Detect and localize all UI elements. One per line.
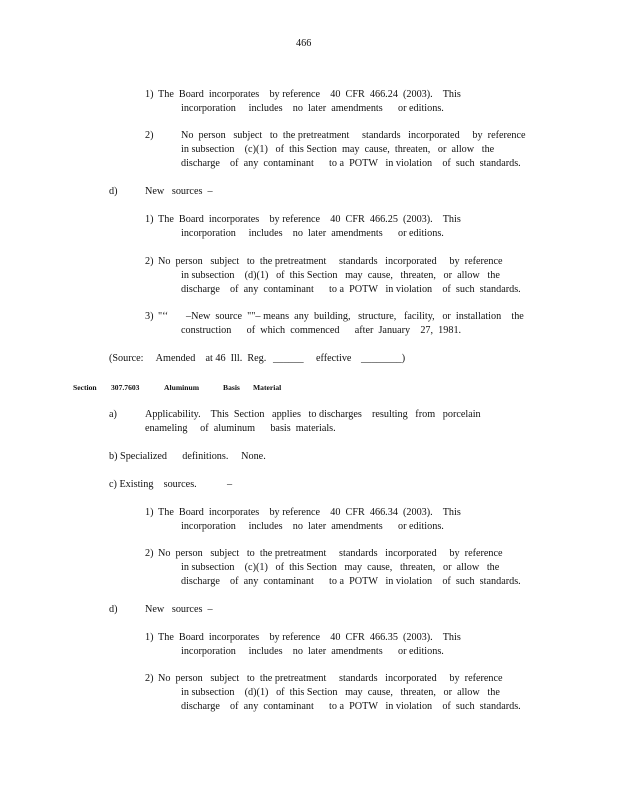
source-blank-1: ______ <box>273 353 304 364</box>
item-marker: 2) <box>145 256 154 267</box>
item-marker: 3) <box>145 311 154 322</box>
item-marker: 1) <box>145 214 154 225</box>
item-marker: 1) <box>145 507 154 518</box>
item-line: No person subject to the pretreatment standards incorporated by reference <box>181 130 526 141</box>
item-line: discharge of any contaminant to a POTW in violation of such standards. <box>181 284 521 295</box>
existing-sources: c) Existing sources. <box>109 479 197 490</box>
item-line: in subsection (d)(1) of this Section may cause, threaten, or allow the <box>181 270 500 281</box>
item-line: discharge of any contaminant to a POTW in violation of such standards. <box>181 701 521 712</box>
item-line: construction of which commenced after January 27, 1981. <box>181 325 462 336</box>
existing-sources-dash: – <box>227 479 233 490</box>
item-marker: 2) <box>145 130 154 141</box>
item-line: –New source ""– means any building, structure, facility, or installation the <box>186 311 524 322</box>
subsection-label: a) <box>109 409 117 420</box>
item-prefix: "‘‘ <box>158 311 169 322</box>
item-line: The Board incorporates by reference 40 CFR 466.34 (2003). This <box>158 507 461 518</box>
item-line: No person subject to the pretreatment standards incorporated by reference <box>158 256 503 267</box>
page-number: 466 <box>296 38 312 49</box>
applicability-line: Applicability. This Section applies to discharges resulting from porcelain <box>145 409 481 420</box>
subsection-title: New sources – <box>145 604 213 615</box>
item-line: discharge of any contaminant to a POTW in violation of such standards. <box>181 576 521 587</box>
source-note: (Source: Amended at 46 Ill. Reg. <box>109 353 267 364</box>
section-label: Section <box>73 383 97 392</box>
section-title-word: Aluminum <box>164 383 200 392</box>
source-blank-2: ________) <box>361 353 406 364</box>
subsection-title: New sources – <box>145 186 213 197</box>
section-title-word: Material <box>253 383 282 392</box>
subsection-label: d) <box>109 604 118 615</box>
section-number: 307.7603 <box>111 383 140 392</box>
item-marker: 1) <box>145 89 154 100</box>
item-line: incorporation includes no later amendments or editions. <box>181 228 444 239</box>
item-line: The Board incorporates by reference 40 CFR 466.25 (2003). This <box>158 214 461 225</box>
item-line: incorporation includes no later amendments or editions. <box>181 521 444 532</box>
item-line: in subsection (c)(1) of this Section may cause, threaten, or allow the <box>181 562 500 573</box>
subsection-label: d) <box>109 186 118 197</box>
item-marker: 1) <box>145 632 154 643</box>
item-line: The Board incorporates by reference 40 CFR 466.35 (2003). This <box>158 632 461 643</box>
item-line: in subsection (c)(1) of this Section may cause, threaten, or allow the <box>181 144 495 155</box>
item-line: incorporation includes no later amendments or editions. <box>181 646 444 657</box>
section-title-word: Basis <box>223 383 240 392</box>
item-marker: 2) <box>145 548 154 559</box>
item-line: discharge of any contaminant to a POTW in violation of such standards. <box>181 158 521 169</box>
item-line: in subsection (d)(1) of this Section may cause, threaten, or allow the <box>181 687 500 698</box>
item-marker: 2) <box>145 673 154 684</box>
item-line: The Board incorporates by reference 40 CFR 466.24 (2003). This <box>158 89 461 100</box>
item-line: No person subject to the pretreatment standards incorporated by reference <box>158 548 503 559</box>
item-line: No person subject to the pretreatment standards incorporated by reference <box>158 673 503 684</box>
specialized-definitions: b) Specialized definitions. None. <box>109 451 266 462</box>
applicability-line: enameling of aluminum basis materials. <box>145 423 336 434</box>
item-line: incorporation includes no later amendments or editions. <box>181 103 444 114</box>
source-effective: effective <box>316 353 352 364</box>
